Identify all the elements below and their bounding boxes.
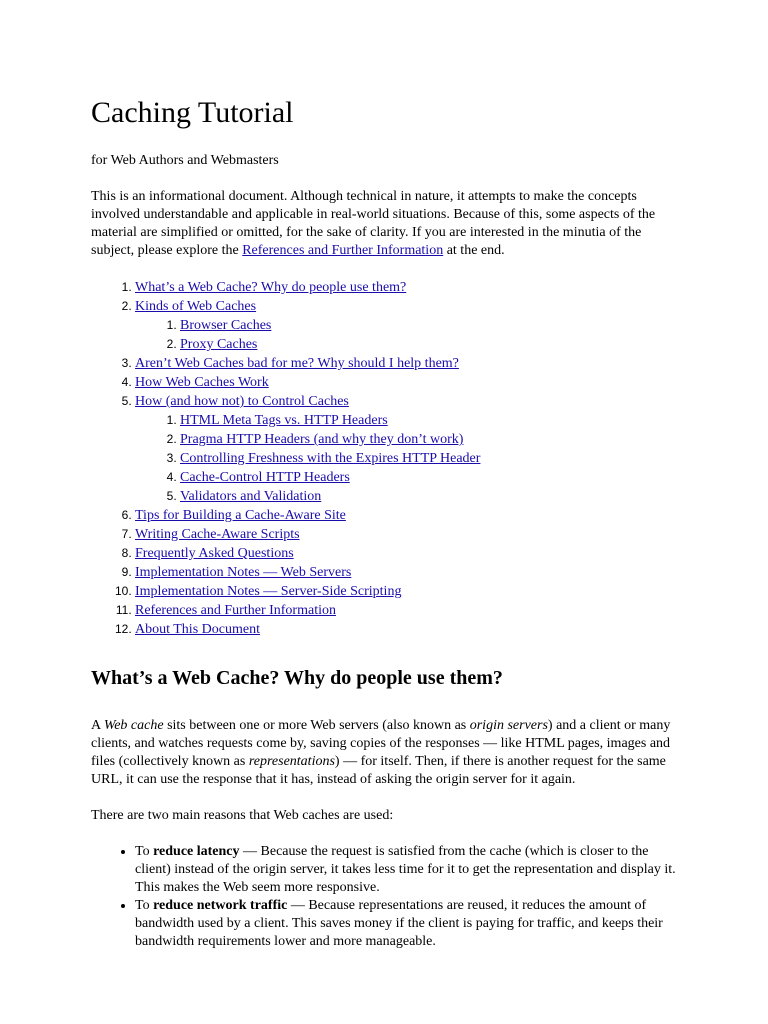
toc-link[interactable]: Frequently Asked Questions bbox=[135, 546, 294, 561]
toc-link[interactable]: Implementation Notes — Web Servers bbox=[135, 565, 352, 580]
toc-item bbox=[135, 544, 691, 563]
toc-item bbox=[135, 373, 691, 392]
toc-sublink[interactable]: Pragma HTTP Headers (and why they don’t work) bbox=[180, 432, 464, 447]
toc-subitem bbox=[180, 411, 691, 430]
table-of-contents bbox=[91, 278, 691, 639]
toc-link[interactable]: Implementation Notes — Server-Side Scripting bbox=[135, 584, 402, 599]
para-text: sits between one or more Web servers (also known as bbox=[163, 718, 470, 733]
toc-link[interactable]: How Web Caches Work bbox=[135, 375, 269, 390]
toc-sublink[interactable]: Browser Caches bbox=[180, 318, 272, 333]
intro-text: This is an informational document. Although technical in nature, it attempts to make the concepts involved understandable and applicable in real-world situations. Because of this, some aspects of the material are simplified or omitted, for the sake of clarity. If you are interested in the minutia of the subject, please explore the bbox=[91, 189, 656, 258]
toc-subitem bbox=[180, 316, 691, 335]
toc-subitem bbox=[180, 449, 691, 468]
reason-prefix: To bbox=[135, 844, 154, 859]
toc-subitem bbox=[180, 468, 691, 487]
intro-paragraph bbox=[91, 188, 669, 260]
term-origin-servers: origin servers bbox=[469, 718, 548, 733]
toc-sublink[interactable]: Controlling Freshness with the Expires HTTP Header bbox=[180, 451, 481, 466]
toc-item bbox=[135, 278, 691, 297]
toc-item bbox=[135, 601, 691, 620]
reason-title: reduce latency bbox=[153, 844, 240, 859]
reason-title: reduce network traffic bbox=[153, 898, 288, 913]
page-title: Caching Tutorial bbox=[91, 96, 294, 129]
para-text: ) — for itself. Then, if there is another request for the same URL, it can use the response that it has, instead of asking the origin server for it again. bbox=[91, 754, 666, 787]
toc-item bbox=[135, 354, 691, 373]
intro-text-end: at the end. bbox=[443, 243, 505, 258]
term-web-cache: Web cache bbox=[103, 718, 164, 733]
toc-sublink[interactable]: Validators and Validation bbox=[180, 489, 322, 504]
toc-sublink[interactable]: Proxy Caches bbox=[180, 337, 258, 352]
toc-sublist bbox=[135, 411, 691, 506]
toc-item bbox=[135, 392, 691, 506]
web-cache-paragraph bbox=[91, 717, 683, 789]
toc-link[interactable]: Kinds of Web Caches bbox=[135, 299, 257, 314]
toc-item bbox=[135, 620, 691, 639]
document-content bbox=[91, 94, 691, 951]
toc-subitem bbox=[180, 335, 691, 354]
reason-text: — Because the request is satisfied from the cache (which is closer to the client) instead of the origin server, it takes less time for it to get the representation and display it. This makes the Web seem more responsive. bbox=[135, 844, 676, 895]
reason-item bbox=[135, 843, 687, 897]
toc-subitem bbox=[180, 430, 691, 449]
toc-link[interactable]: Tips for Building a Cache-Aware Site bbox=[135, 508, 346, 523]
reason-text: — Because representations are reused, it reduces the amount of bandwidth used by a client. This saves money if the client is paying for traffic, and keeps their bandwidth requirements lower and more manageable. bbox=[135, 898, 663, 949]
toc-item bbox=[135, 563, 691, 582]
toc-link[interactable]: What’s a Web Cache? Why do people use them? bbox=[135, 280, 407, 295]
para-text: ) and a client or many clients, and watches requests come by, saving copies of the responses — like HTML pages, images and files (collectively known as bbox=[91, 718, 671, 769]
toc-item bbox=[135, 506, 691, 525]
toc-link[interactable]: Writing Cache-Aware Scripts bbox=[135, 527, 300, 542]
references-link[interactable]: References and Further Information bbox=[242, 243, 444, 258]
toc-link[interactable]: References and Further Information bbox=[135, 603, 336, 618]
toc-link[interactable]: About This Document bbox=[135, 622, 260, 637]
reasons-list bbox=[91, 843, 687, 951]
para-text: A bbox=[91, 718, 104, 733]
toc-item bbox=[135, 525, 691, 544]
toc-item bbox=[135, 582, 691, 601]
page-subtitle: for Web Authors and Webmasters bbox=[91, 153, 279, 168]
term-representations: representations bbox=[248, 754, 335, 769]
reasons-intro: There are two main reasons that Web caches are used: bbox=[91, 808, 394, 823]
toc-subitem bbox=[180, 487, 691, 506]
toc-item bbox=[135, 297, 691, 354]
toc-sublink[interactable]: Cache-Control HTTP Headers bbox=[180, 470, 350, 485]
toc-link[interactable]: How (and how not) to Control Caches bbox=[135, 394, 349, 409]
reason-prefix: To bbox=[135, 898, 154, 913]
toc-link[interactable]: Aren’t Web Caches bad for me? Why should I help them? bbox=[135, 356, 459, 371]
section-heading: What’s a Web Cache? Why do people use them? bbox=[91, 667, 503, 689]
reason-item bbox=[135, 897, 687, 951]
toc-sublink[interactable]: HTML Meta Tags vs. HTTP Headers bbox=[180, 413, 388, 428]
toc-sublist bbox=[135, 316, 691, 354]
